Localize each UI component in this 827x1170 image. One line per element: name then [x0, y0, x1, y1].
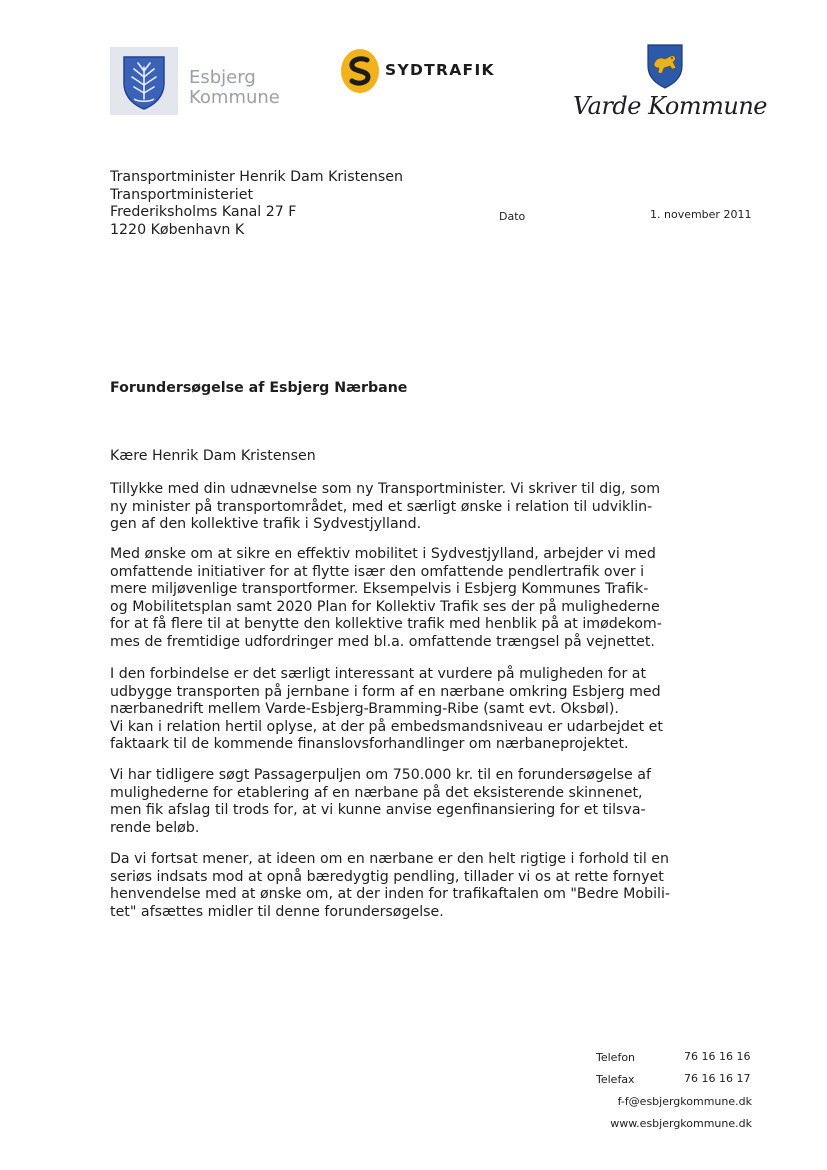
recipient-address [110, 169, 403, 239]
footer-telefax-label: Telefax [596, 1073, 635, 1086]
recipient-line: Frederiksholms Kanal 27 F [110, 204, 297, 220]
footer-telefon-value: 76 16 16 16 [684, 1050, 751, 1063]
varde-coat-of-arms-icon [645, 42, 685, 90]
sydtrafik-s-icon [340, 48, 380, 94]
esbjerg-kommune-logo [110, 47, 300, 119]
esbjerg-coat-of-arms-icon [110, 47, 178, 115]
recipient-line: 1220 København K [110, 221, 245, 238]
letter-subject: Forundersøgelse af Esbjerg Nærbane [110, 380, 408, 396]
salutation: Kære Henrik Dam Kristensen [110, 448, 316, 464]
body-paragraph: Da vi fortsat mener, at ideen om en nærbane er den helt rigtige i forhold til en seriøs indsats mod at opnå bæredygtig pendling, tillader vi os at rette fornyet henvendelse med at ønske om, at der inden for trafikaftalen om "Bedre Mobili- tet" afsættes midler til denne forundersøgelse. [110, 851, 671, 920]
recipient-line: Transportministeriet [110, 186, 254, 203]
sydtrafik-logo: SYDTRAFIK [340, 48, 540, 98]
body-paragraph: Med ønske om at sikre en effektiv mobilitet i Sydvestjylland, arbejder vi med omfattende initiativer for at flytte især den omfattende pendlertrafik over i mere miljøvenlige transportformer. Eksempelvis i Esbjerg Kommunes Trafik- og Mobilitetsplan samt 2020 Plan for Kollektiv Trafik ses der på mulighederne for at få flere til at benytte den kollektive trafik med henblik på at imødekom- mes de fremtidige udfordringer med bl.a. omfattende trængsel på vejnettet. [110, 546, 662, 650]
footer-telefax-value: 76 16 16 17 [684, 1072, 751, 1085]
body-paragraph: Vi har tidligere søgt Passagerpuljen om 750.000 kr. til en forundersøgelse af mulighederne for etablering af en nærbane på det eksisterende skinnenet, men fik afslag til trods for, at vi kunne anvise egenfinansiering for et tilsva- rende beløb. [110, 767, 651, 836]
body-paragraph: I den forbindelse er det særligt interessant at vurdere på muligheden for at udbygge transporten på jernbane i form af en nærbane omkring Esbjerg med nærbanedrift mellem Varde-Esbjerg-Bramming-Ribe (samt evt. Oksbøl). Vi kan i relation hertil oplyse, at der på embedsmandsniveau er udarbejdet et faktaark til de kommende finanslovsforhandlinger om nærbaneprojektet. [110, 666, 663, 752]
footer-telefon-label: Telefon [596, 1051, 636, 1064]
footer-website: www.esbjergkommune.dk [610, 1117, 752, 1130]
esbjerg-kommune-wordmark: Esbjerg Kommune [189, 67, 280, 108]
date-label: Dato [499, 210, 526, 223]
date-value: 1. november 2011 [650, 208, 752, 221]
recipient-line: Transportminister Henrik Dam Kristensen [110, 169, 403, 185]
body-paragraph: Tillykke med din udnævnelse som ny Transportminister. Vi skriver til dig, som ny minister på transportområdet, med et særligt ønske i relation til udviklin- gen af den kollektive trafik i Sydvestjylland. [110, 481, 661, 532]
varde-kommune-logo: Varde Kommune [566, 40, 766, 130]
footer-email: f-f@esbjergkommune.dk [617, 1095, 752, 1108]
